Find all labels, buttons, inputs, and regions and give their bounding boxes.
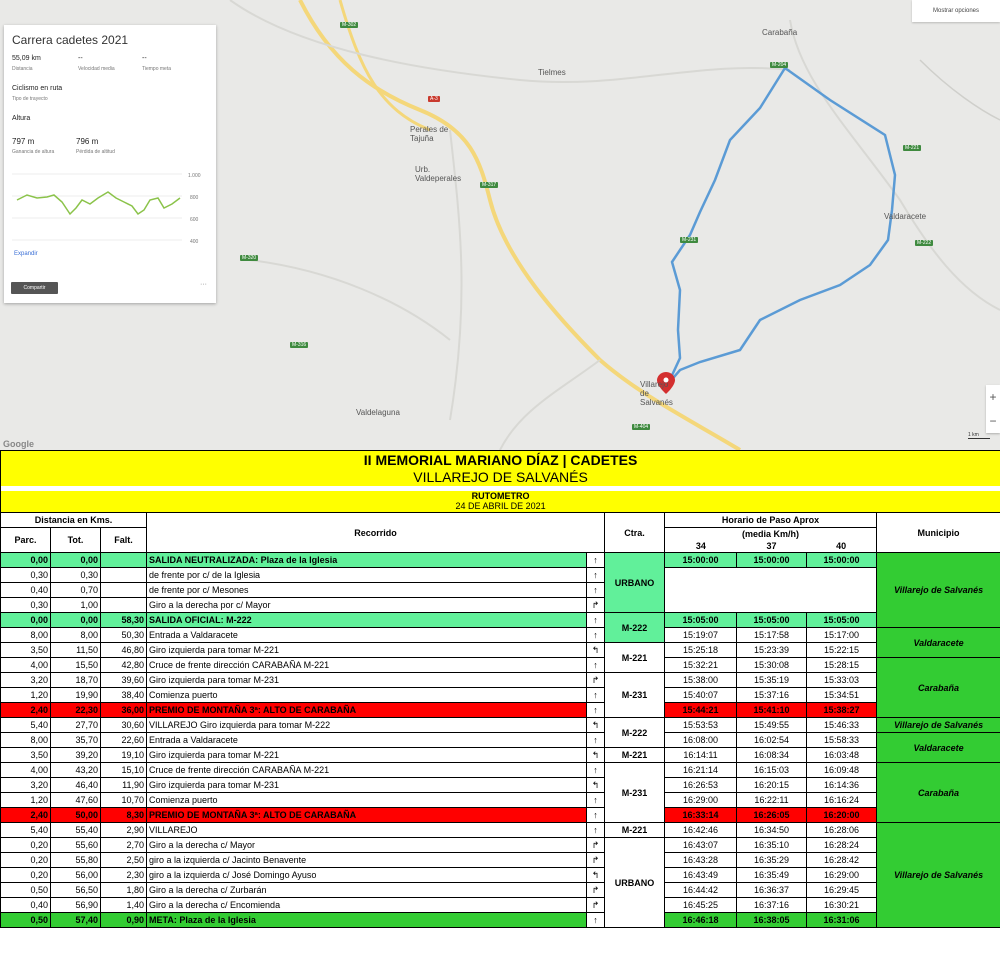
recorrido-text: Entrada a Valdaracete bbox=[147, 628, 587, 643]
dist-falt: 22,60 bbox=[101, 733, 147, 748]
dist-parc: 0,40 bbox=[1, 583, 51, 598]
recorrido-text: Cruce de frente dirección CARABAÑA M-221 bbox=[147, 763, 587, 778]
table-row bbox=[1, 808, 1000, 823]
dist-falt: 2,90 bbox=[101, 823, 147, 838]
time-34: 15:00:00 bbox=[665, 553, 737, 568]
direction-arrow-icon: ↑ bbox=[587, 583, 605, 598]
dist-tot: 22,30 bbox=[51, 703, 101, 718]
altitude-label: Altura bbox=[12, 115, 31, 122]
col-header-distance: Distancia en Kms. bbox=[1, 513, 147, 528]
recorrido-text: giro a la izquierda c/ José Domingo Ayuso bbox=[147, 868, 587, 883]
time-37: 15:35:19 bbox=[737, 673, 807, 688]
time-40: 15:05:00 bbox=[807, 613, 877, 628]
time-40: 15:33:03 bbox=[807, 673, 877, 688]
dist-parc: 0,30 bbox=[1, 568, 51, 583]
dist-parc: 0,20 bbox=[1, 838, 51, 853]
map-place-tielmes: Tielmes bbox=[538, 68, 566, 77]
dist-falt bbox=[101, 568, 147, 583]
time-37: 16:38:05 bbox=[737, 913, 807, 928]
dist-parc: 0,50 bbox=[1, 913, 51, 928]
time-40: 15:34:51 bbox=[807, 688, 877, 703]
municipio-cell: Villarejo de Salvanés bbox=[877, 823, 1000, 928]
municipio-cell: Villarejo de Salvanés bbox=[877, 718, 1000, 733]
table-row bbox=[1, 658, 1000, 673]
dist-tot: 46,40 bbox=[51, 778, 101, 793]
dist-tot: 15,50 bbox=[51, 658, 101, 673]
time-40: 16:29:45 bbox=[807, 883, 877, 898]
sheet-rutometro: RUTOMETRO bbox=[1, 491, 1000, 501]
time-34: 15:25:18 bbox=[665, 643, 737, 658]
time-37: 15:23:39 bbox=[737, 643, 807, 658]
time-40: 16:28:42 bbox=[807, 853, 877, 868]
dist-falt: 36,00 bbox=[101, 703, 147, 718]
road-badge: A-3 bbox=[430, 96, 438, 102]
sheet-date: 24 DE ABRIL DE 2021 bbox=[1, 501, 1000, 513]
time-37: 16:08:34 bbox=[737, 748, 807, 763]
dist-tot: 11,50 bbox=[51, 643, 101, 658]
time-37: 16:20:15 bbox=[737, 778, 807, 793]
time-34: 15:05:00 bbox=[665, 613, 737, 628]
col-header-speeds bbox=[665, 528, 877, 553]
recorrido-text: Comienza puerto bbox=[147, 793, 587, 808]
y-tick: 400 bbox=[190, 239, 199, 245]
time-40: 16:03:48 bbox=[807, 748, 877, 763]
dist-falt: 38,40 bbox=[101, 688, 147, 703]
dist-falt: 30,60 bbox=[101, 718, 147, 733]
table-row bbox=[1, 568, 1000, 583]
time-40: 16:09:48 bbox=[807, 763, 877, 778]
speed-34: 34 bbox=[695, 541, 706, 551]
dist-parc: 4,00 bbox=[1, 658, 51, 673]
time-40: 15:17:00 bbox=[807, 628, 877, 643]
time-34: 15:19:07 bbox=[665, 628, 737, 643]
time-34: 15:32:21 bbox=[665, 658, 737, 673]
dist-tot: 55,80 bbox=[51, 853, 101, 868]
dist-parc: 3,20 bbox=[1, 673, 51, 688]
route-line bbox=[668, 68, 895, 384]
table-row bbox=[1, 853, 1000, 868]
time-34: 15:38:00 bbox=[665, 673, 737, 688]
time-40: 16:31:06 bbox=[807, 913, 877, 928]
time-40: 15:58:33 bbox=[807, 733, 877, 748]
time-37: 16:35:49 bbox=[737, 868, 807, 883]
distance-value: 55,09 km bbox=[12, 55, 41, 62]
time-34: 16:43:07 bbox=[665, 838, 737, 853]
direction-arrow-icon: ↑ bbox=[587, 613, 605, 628]
table-row bbox=[1, 703, 1000, 718]
dist-falt: 42,80 bbox=[101, 658, 147, 673]
speed-value: -- bbox=[78, 55, 83, 62]
table-row bbox=[1, 898, 1000, 913]
dist-parc: 0,30 bbox=[1, 598, 51, 613]
more-options-icon[interactable]: ··· bbox=[200, 281, 207, 288]
y-tick: 600 bbox=[190, 217, 199, 223]
y-tick: 1.000 bbox=[188, 173, 201, 179]
dist-parc: 0,00 bbox=[1, 553, 51, 568]
time-37: 16:34:50 bbox=[737, 823, 807, 838]
zoom-in-button[interactable]: + bbox=[989, 390, 997, 404]
ctra-cell: M-231 bbox=[605, 673, 665, 718]
expand-link[interactable]: Expandir bbox=[14, 251, 38, 257]
route-info-card bbox=[4, 25, 216, 303]
time-37: 16:37:16 bbox=[737, 898, 807, 913]
time-40: 16:14:36 bbox=[807, 778, 877, 793]
dist-tot: 56,00 bbox=[51, 868, 101, 883]
dist-parc: 2,40 bbox=[1, 808, 51, 823]
table-row bbox=[1, 628, 1000, 643]
time-value: -- bbox=[142, 55, 147, 62]
map-place-urb: Urb. Valdeperales bbox=[415, 165, 462, 183]
table-row bbox=[1, 718, 1000, 733]
time-37: 15:49:55 bbox=[737, 718, 807, 733]
direction-arrow-icon: ↰ bbox=[587, 778, 605, 793]
map-place-valdelaguna: Valdelaguna bbox=[356, 408, 400, 417]
dist-tot: 27,70 bbox=[51, 718, 101, 733]
direction-arrow-icon: ↑ bbox=[587, 913, 605, 928]
time-label: Tiempo meta bbox=[142, 66, 171, 72]
direction-arrow-icon: ↑ bbox=[587, 568, 605, 583]
table-row bbox=[1, 883, 1000, 898]
col-header-parc: Parc. bbox=[1, 528, 51, 553]
dist-tot: 0,00 bbox=[51, 553, 101, 568]
direction-arrow-icon: ↑ bbox=[587, 733, 605, 748]
direction-arrow-icon: ↱ bbox=[587, 853, 605, 868]
col-header-horario: Horario de Paso Aprox bbox=[665, 513, 877, 528]
dist-tot: 18,70 bbox=[51, 673, 101, 688]
recorrido-text: Cruce de frente dirección CARABAÑA M-221 bbox=[147, 658, 587, 673]
map-place-carabana: Carabaña bbox=[762, 28, 798, 37]
table-row bbox=[1, 733, 1000, 748]
zoom-out-button[interactable]: − bbox=[989, 414, 997, 428]
time-40: 15:46:33 bbox=[807, 718, 877, 733]
route-title: Carrera cadetes 2021 bbox=[12, 33, 129, 47]
recorrido-text: Giro a la derecha c/ Encomienda bbox=[147, 898, 587, 913]
show-options-button[interactable]: Mostrar opciones bbox=[912, 0, 1000, 22]
speed-37: 37 bbox=[766, 541, 777, 551]
map-scale: 1 km bbox=[968, 432, 990, 439]
col-header-municipio: Municipio bbox=[877, 513, 1000, 553]
recorrido-text: Entrada a Valdaracete bbox=[147, 733, 587, 748]
direction-arrow-icon: ↑ bbox=[587, 628, 605, 643]
road-badge: M-320 bbox=[242, 255, 257, 261]
dist-parc: 1,20 bbox=[1, 793, 51, 808]
table-row bbox=[1, 673, 1000, 688]
direction-arrow-icon: ↰ bbox=[587, 868, 605, 883]
recorrido-text: PREMIO DE MONTAÑA 3ª: ALTO DE CARABAÑA bbox=[147, 808, 587, 823]
share-button[interactable]: Compartir bbox=[11, 282, 58, 294]
recorrido-text: Giro a la derecha c/ Zurbarán bbox=[147, 883, 587, 898]
dist-tot: 57,40 bbox=[51, 913, 101, 928]
dist-tot: 55,60 bbox=[51, 838, 101, 853]
col-header-tot: Tot. bbox=[51, 528, 101, 553]
dist-falt: 1,40 bbox=[101, 898, 147, 913]
dist-falt: 2,50 bbox=[101, 853, 147, 868]
recorrido-text: de frente por c/ Mesones bbox=[147, 583, 587, 598]
recorrido-text: PREMIO DE MONTAÑA 3ª: ALTO DE CARABAÑA bbox=[147, 703, 587, 718]
time-37: 15:00:00 bbox=[737, 553, 807, 568]
rutometro-sheet bbox=[0, 450, 1000, 936]
ctra-cell: M-222 bbox=[605, 613, 665, 643]
dist-falt: 58,30 bbox=[101, 613, 147, 628]
dist-falt bbox=[101, 553, 147, 568]
time-37: 16:36:37 bbox=[737, 883, 807, 898]
road-badge: M-316 bbox=[292, 342, 307, 348]
loss-value: 796 m bbox=[76, 137, 99, 146]
recorrido-text: Giro izquierda para tomar M-221 bbox=[147, 748, 587, 763]
media-label: (media Km/h) bbox=[741, 529, 799, 539]
time-37: 16:15:03 bbox=[737, 763, 807, 778]
time-34: 16:43:28 bbox=[665, 853, 737, 868]
municipio-cell: Valdaracete bbox=[877, 733, 1000, 763]
time-40: 16:20:00 bbox=[807, 808, 877, 823]
direction-arrow-icon: ↱ bbox=[587, 673, 605, 688]
road-badge: M-317 bbox=[482, 182, 497, 188]
time-34: 15:44:21 bbox=[665, 703, 737, 718]
time-34: 16:43:49 bbox=[665, 868, 737, 883]
ctra-cell: M-221 bbox=[605, 823, 665, 838]
col-header-ctra: Ctra. bbox=[605, 513, 665, 553]
recorrido-text: de frente por c/ de la Iglesia bbox=[147, 568, 587, 583]
time-34: 16:21:14 bbox=[665, 763, 737, 778]
speed-40: 40 bbox=[836, 541, 847, 551]
sheet-title: II MEMORIAL MARIANO DÍAZ | CADETES bbox=[1, 451, 1000, 470]
direction-arrow-icon: ↰ bbox=[587, 718, 605, 733]
time-37: 15:17:58 bbox=[737, 628, 807, 643]
dist-parc: 3,50 bbox=[1, 748, 51, 763]
dist-falt: 15,10 bbox=[101, 763, 147, 778]
dist-falt: 46,80 bbox=[101, 643, 147, 658]
table-row bbox=[1, 778, 1000, 793]
dist-parc: 0,50 bbox=[1, 883, 51, 898]
road-badge: M-222 bbox=[917, 240, 932, 246]
route-map[interactable] bbox=[0, 0, 1000, 450]
y-tick: 800 bbox=[190, 195, 199, 201]
ctra-cell: M-221 bbox=[605, 643, 665, 673]
direction-arrow-icon: ↑ bbox=[587, 658, 605, 673]
recorrido-text: SALIDA OFICIAL: M-222 bbox=[147, 613, 587, 628]
time-40: 15:22:15 bbox=[807, 643, 877, 658]
recorrido-text: Comienza puerto bbox=[147, 688, 587, 703]
dist-falt bbox=[101, 583, 147, 598]
time-37: 16:02:54 bbox=[737, 733, 807, 748]
time-37: 15:30:08 bbox=[737, 658, 807, 673]
direction-arrow-icon: ↰ bbox=[587, 748, 605, 763]
elevation-line bbox=[17, 192, 180, 214]
dist-parc: 0,20 bbox=[1, 853, 51, 868]
col-header-recorrido: Recorrido bbox=[147, 513, 605, 553]
municipio-cell: Carabaña bbox=[877, 658, 1000, 718]
time-34: 16:26:53 bbox=[665, 778, 737, 793]
direction-arrow-icon: ↑ bbox=[587, 763, 605, 778]
direction-arrow-icon: ↑ bbox=[587, 793, 605, 808]
road-badge: M-204 bbox=[772, 62, 787, 68]
dist-parc: 8,00 bbox=[1, 628, 51, 643]
direction-arrow-icon: ↑ bbox=[587, 823, 605, 838]
ctra-cell: M-222 bbox=[605, 718, 665, 748]
direction-arrow-icon: ↱ bbox=[587, 883, 605, 898]
table-row bbox=[1, 553, 1000, 568]
loss-label: Pérdida de altitud bbox=[76, 149, 115, 155]
time-40: 15:28:15 bbox=[807, 658, 877, 673]
table-row bbox=[1, 823, 1000, 838]
dist-parc: 0,20 bbox=[1, 868, 51, 883]
dist-parc: 0,40 bbox=[1, 898, 51, 913]
ctra-cell: URBANO bbox=[605, 553, 665, 613]
table-row bbox=[1, 913, 1000, 928]
dist-tot: 56,90 bbox=[51, 898, 101, 913]
direction-arrow-icon: ↑ bbox=[587, 553, 605, 568]
dist-falt: 11,90 bbox=[101, 778, 147, 793]
dist-tot: 50,00 bbox=[51, 808, 101, 823]
dist-falt: 1,80 bbox=[101, 883, 147, 898]
direction-arrow-icon: ↱ bbox=[587, 598, 605, 613]
dist-tot: 35,70 bbox=[51, 733, 101, 748]
table-row bbox=[1, 643, 1000, 658]
ctra-cell: M-231 bbox=[605, 763, 665, 823]
dist-falt: 50,30 bbox=[101, 628, 147, 643]
dist-tot: 0,00 bbox=[51, 613, 101, 628]
ctra-cell: URBANO bbox=[605, 838, 665, 928]
dist-falt: 39,60 bbox=[101, 673, 147, 688]
dist-tot: 47,60 bbox=[51, 793, 101, 808]
map-place-valdaracete: Valdaracete bbox=[884, 212, 927, 221]
direction-arrow-icon: ↑ bbox=[587, 688, 605, 703]
road-badge: M-221 bbox=[905, 145, 920, 151]
ctra-cell: M-221 bbox=[605, 748, 665, 763]
recorrido-text: Giro izquierda para tomar M-231 bbox=[147, 778, 587, 793]
direction-arrow-icon: ↑ bbox=[587, 703, 605, 718]
sheet-subtitle: VILLAREJO DE SALVANÉS bbox=[1, 469, 1000, 486]
dist-parc: 3,20 bbox=[1, 778, 51, 793]
recorrido-text: Giro a la derecha c/ Mayor bbox=[147, 838, 587, 853]
dist-falt bbox=[101, 598, 147, 613]
dist-falt: 8,30 bbox=[101, 808, 147, 823]
time-37: 15:37:16 bbox=[737, 688, 807, 703]
dist-parc: 4,00 bbox=[1, 763, 51, 778]
table-row bbox=[1, 763, 1000, 778]
time-40: 16:28:24 bbox=[807, 838, 877, 853]
dist-tot: 55,40 bbox=[51, 823, 101, 838]
direction-arrow-icon: ↰ bbox=[587, 643, 605, 658]
dist-parc: 0,00 bbox=[1, 613, 51, 628]
dist-falt: 2,30 bbox=[101, 868, 147, 883]
time-34: 16:46:18 bbox=[665, 913, 737, 928]
direction-arrow-icon: ↱ bbox=[587, 898, 605, 913]
time-34: 16:29:00 bbox=[665, 793, 737, 808]
dist-tot: 8,00 bbox=[51, 628, 101, 643]
recorrido-text: VILLAREJO bbox=[147, 823, 587, 838]
recorrido-text: VILLAREJO Giro izquierda para tomar M-222 bbox=[147, 718, 587, 733]
time-37: 16:35:29 bbox=[737, 853, 807, 868]
recorrido-text: Giro izquierda para tomar M-231 bbox=[147, 673, 587, 688]
google-logo: Google bbox=[3, 439, 34, 449]
time-40: 15:38:27 bbox=[807, 703, 877, 718]
time-37: 15:05:00 bbox=[737, 613, 807, 628]
dist-tot: 43,20 bbox=[51, 763, 101, 778]
time-34: 15:53:53 bbox=[665, 718, 737, 733]
gain-value: 797 m bbox=[12, 137, 35, 146]
road-badge: M-302 bbox=[342, 22, 357, 28]
time-34: 16:42:46 bbox=[665, 823, 737, 838]
road-badge: M-231 bbox=[682, 237, 697, 243]
time-34: 15:40:07 bbox=[665, 688, 737, 703]
gain-label: Ganancia de altura bbox=[12, 149, 55, 155]
rutometro-table bbox=[0, 450, 1000, 928]
empty-schedule bbox=[665, 568, 877, 613]
dist-falt: 2,70 bbox=[101, 838, 147, 853]
dist-tot: 19,90 bbox=[51, 688, 101, 703]
dist-tot: 0,30 bbox=[51, 568, 101, 583]
time-37: 16:26:05 bbox=[737, 808, 807, 823]
dist-tot: 56,50 bbox=[51, 883, 101, 898]
table-row bbox=[1, 868, 1000, 883]
time-34: 16:14:11 bbox=[665, 748, 737, 763]
dist-parc: 8,00 bbox=[1, 733, 51, 748]
elevation-chart bbox=[12, 170, 212, 245]
dist-falt: 10,70 bbox=[101, 793, 147, 808]
dist-falt: 0,90 bbox=[101, 913, 147, 928]
dist-tot: 39,20 bbox=[51, 748, 101, 763]
map-place-perales: Perales de Tajuña bbox=[410, 125, 449, 143]
time-34: 16:33:14 bbox=[665, 808, 737, 823]
dist-tot: 0,70 bbox=[51, 583, 101, 598]
zoom-control[interactable] bbox=[986, 385, 1000, 433]
time-40: 16:28:06 bbox=[807, 823, 877, 838]
recorrido-text: Giro izquierda para tomar M-221 bbox=[147, 643, 587, 658]
dist-parc: 1,20 bbox=[1, 688, 51, 703]
route-type-value: Ciclismo en ruta bbox=[12, 85, 63, 92]
recorrido-text: META: Plaza de la Iglesia bbox=[147, 913, 587, 928]
dist-parc: 5,40 bbox=[1, 718, 51, 733]
dist-parc: 5,40 bbox=[1, 823, 51, 838]
time-40: 16:30:21 bbox=[807, 898, 877, 913]
dist-tot: 1,00 bbox=[51, 598, 101, 613]
speed-label: Velocidad media bbox=[78, 66, 115, 72]
table-row bbox=[1, 838, 1000, 853]
time-40: 16:16:24 bbox=[807, 793, 877, 808]
direction-arrow-icon: ↑ bbox=[587, 808, 605, 823]
time-34: 16:45:25 bbox=[665, 898, 737, 913]
municipio-cell: Villarejo de Salvanés bbox=[877, 553, 1000, 628]
table-row bbox=[1, 793, 1000, 808]
time-37: 16:35:10 bbox=[737, 838, 807, 853]
recorrido-text: giro a la izquierda c/ Jacinto Benavente bbox=[147, 853, 587, 868]
time-34: 16:08:00 bbox=[665, 733, 737, 748]
col-header-falt: Falt. bbox=[101, 528, 147, 553]
route-type-label: Tipo de trayecto bbox=[12, 96, 48, 102]
dist-parc: 3,50 bbox=[1, 643, 51, 658]
table-row bbox=[1, 688, 1000, 703]
time-37: 15:41:10 bbox=[737, 703, 807, 718]
time-37: 16:22:11 bbox=[737, 793, 807, 808]
municipio-cell: Carabaña bbox=[877, 763, 1000, 823]
municipio-cell: Valdaracete bbox=[877, 628, 1000, 658]
dist-falt: 19,10 bbox=[101, 748, 147, 763]
time-40: 15:00:00 bbox=[807, 553, 877, 568]
time-34: 16:44:42 bbox=[665, 883, 737, 898]
direction-arrow-icon: ↱ bbox=[587, 838, 605, 853]
map-place-villarejo: Villarejo de Salvanés bbox=[640, 380, 673, 407]
table-row bbox=[1, 748, 1000, 763]
recorrido-text: Giro a la derecha por c/ Mayor bbox=[147, 598, 587, 613]
table-row bbox=[1, 613, 1000, 628]
road-badge: M-404 bbox=[634, 424, 649, 430]
recorrido-text: SALIDA NEUTRALIZADA: Plaza de la Iglesia bbox=[147, 553, 587, 568]
distance-label: Distancia bbox=[12, 66, 33, 72]
dist-parc: 2,40 bbox=[1, 703, 51, 718]
time-40: 16:29:00 bbox=[807, 868, 877, 883]
